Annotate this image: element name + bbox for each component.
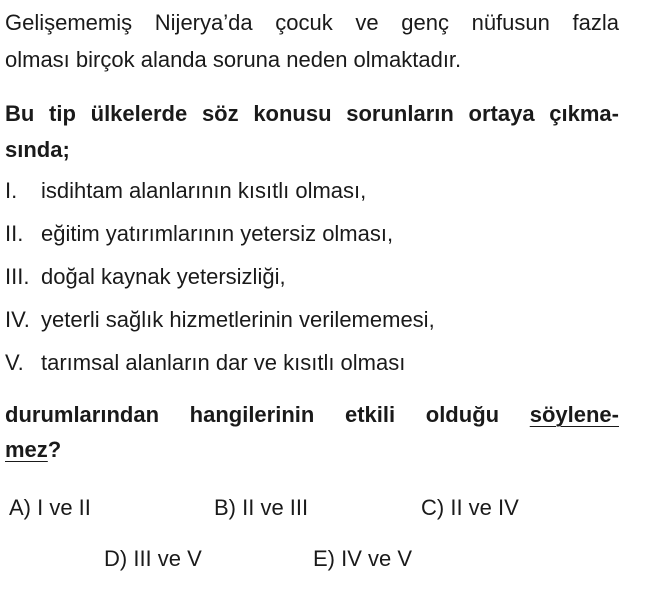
item-numeral: I. [5, 178, 18, 203]
question-line-2: sında; [5, 137, 70, 162]
item-1 [5, 178, 366, 204]
option-a[interactable]: A) I ve II [9, 495, 91, 520]
item-text: tarımsal alanların dar ve kısıtlı olması [41, 350, 406, 375]
closing-text: durumlarından hangilerinin etkili olduğu [5, 402, 500, 427]
option-c[interactable]: C) II ve IV [421, 495, 519, 520]
stem-line-2: olması birçok alanda soruna neden olmaktadır. [5, 47, 462, 72]
item-numeral: III. [5, 264, 30, 289]
item-text: eğitim yatırımlarının yetersiz olması, [41, 221, 394, 246]
item-numeral: V. [5, 350, 24, 375]
item-3 [5, 264, 286, 290]
item-numeral: IV. [5, 307, 30, 332]
item-text: isdihtam alanlarının kısıtlı olması, [41, 178, 367, 203]
closing-question-mark: ? [47, 437, 62, 462]
item-numeral: II. [5, 221, 24, 246]
closing-underlined-end: mez [5, 437, 48, 462]
closing-line-2 [5, 437, 61, 463]
item-2 [5, 221, 393, 247]
closing-underlined-word: söylene- [529, 402, 619, 427]
option-d[interactable]: D) III ve V [104, 546, 202, 571]
item-4 [5, 307, 435, 333]
item-text: yeterli sağlık hizmetlerinin verilememesi, [41, 307, 435, 332]
closing-line-1 [5, 402, 619, 428]
stem-line-1: Gelişememiş Nijerya’da çocuk ve genç nüfusun fazla [5, 10, 619, 35]
question-line-1: Bu tip ülkelerde söz konusu sorunların ortaya çıkma- [5, 101, 619, 126]
item-text: doğal kaynak yetersizliği, [41, 264, 286, 289]
option-e[interactable]: E) IV ve V [313, 546, 413, 571]
option-b[interactable]: B) II ve III [214, 495, 309, 520]
item-5 [5, 350, 405, 376]
